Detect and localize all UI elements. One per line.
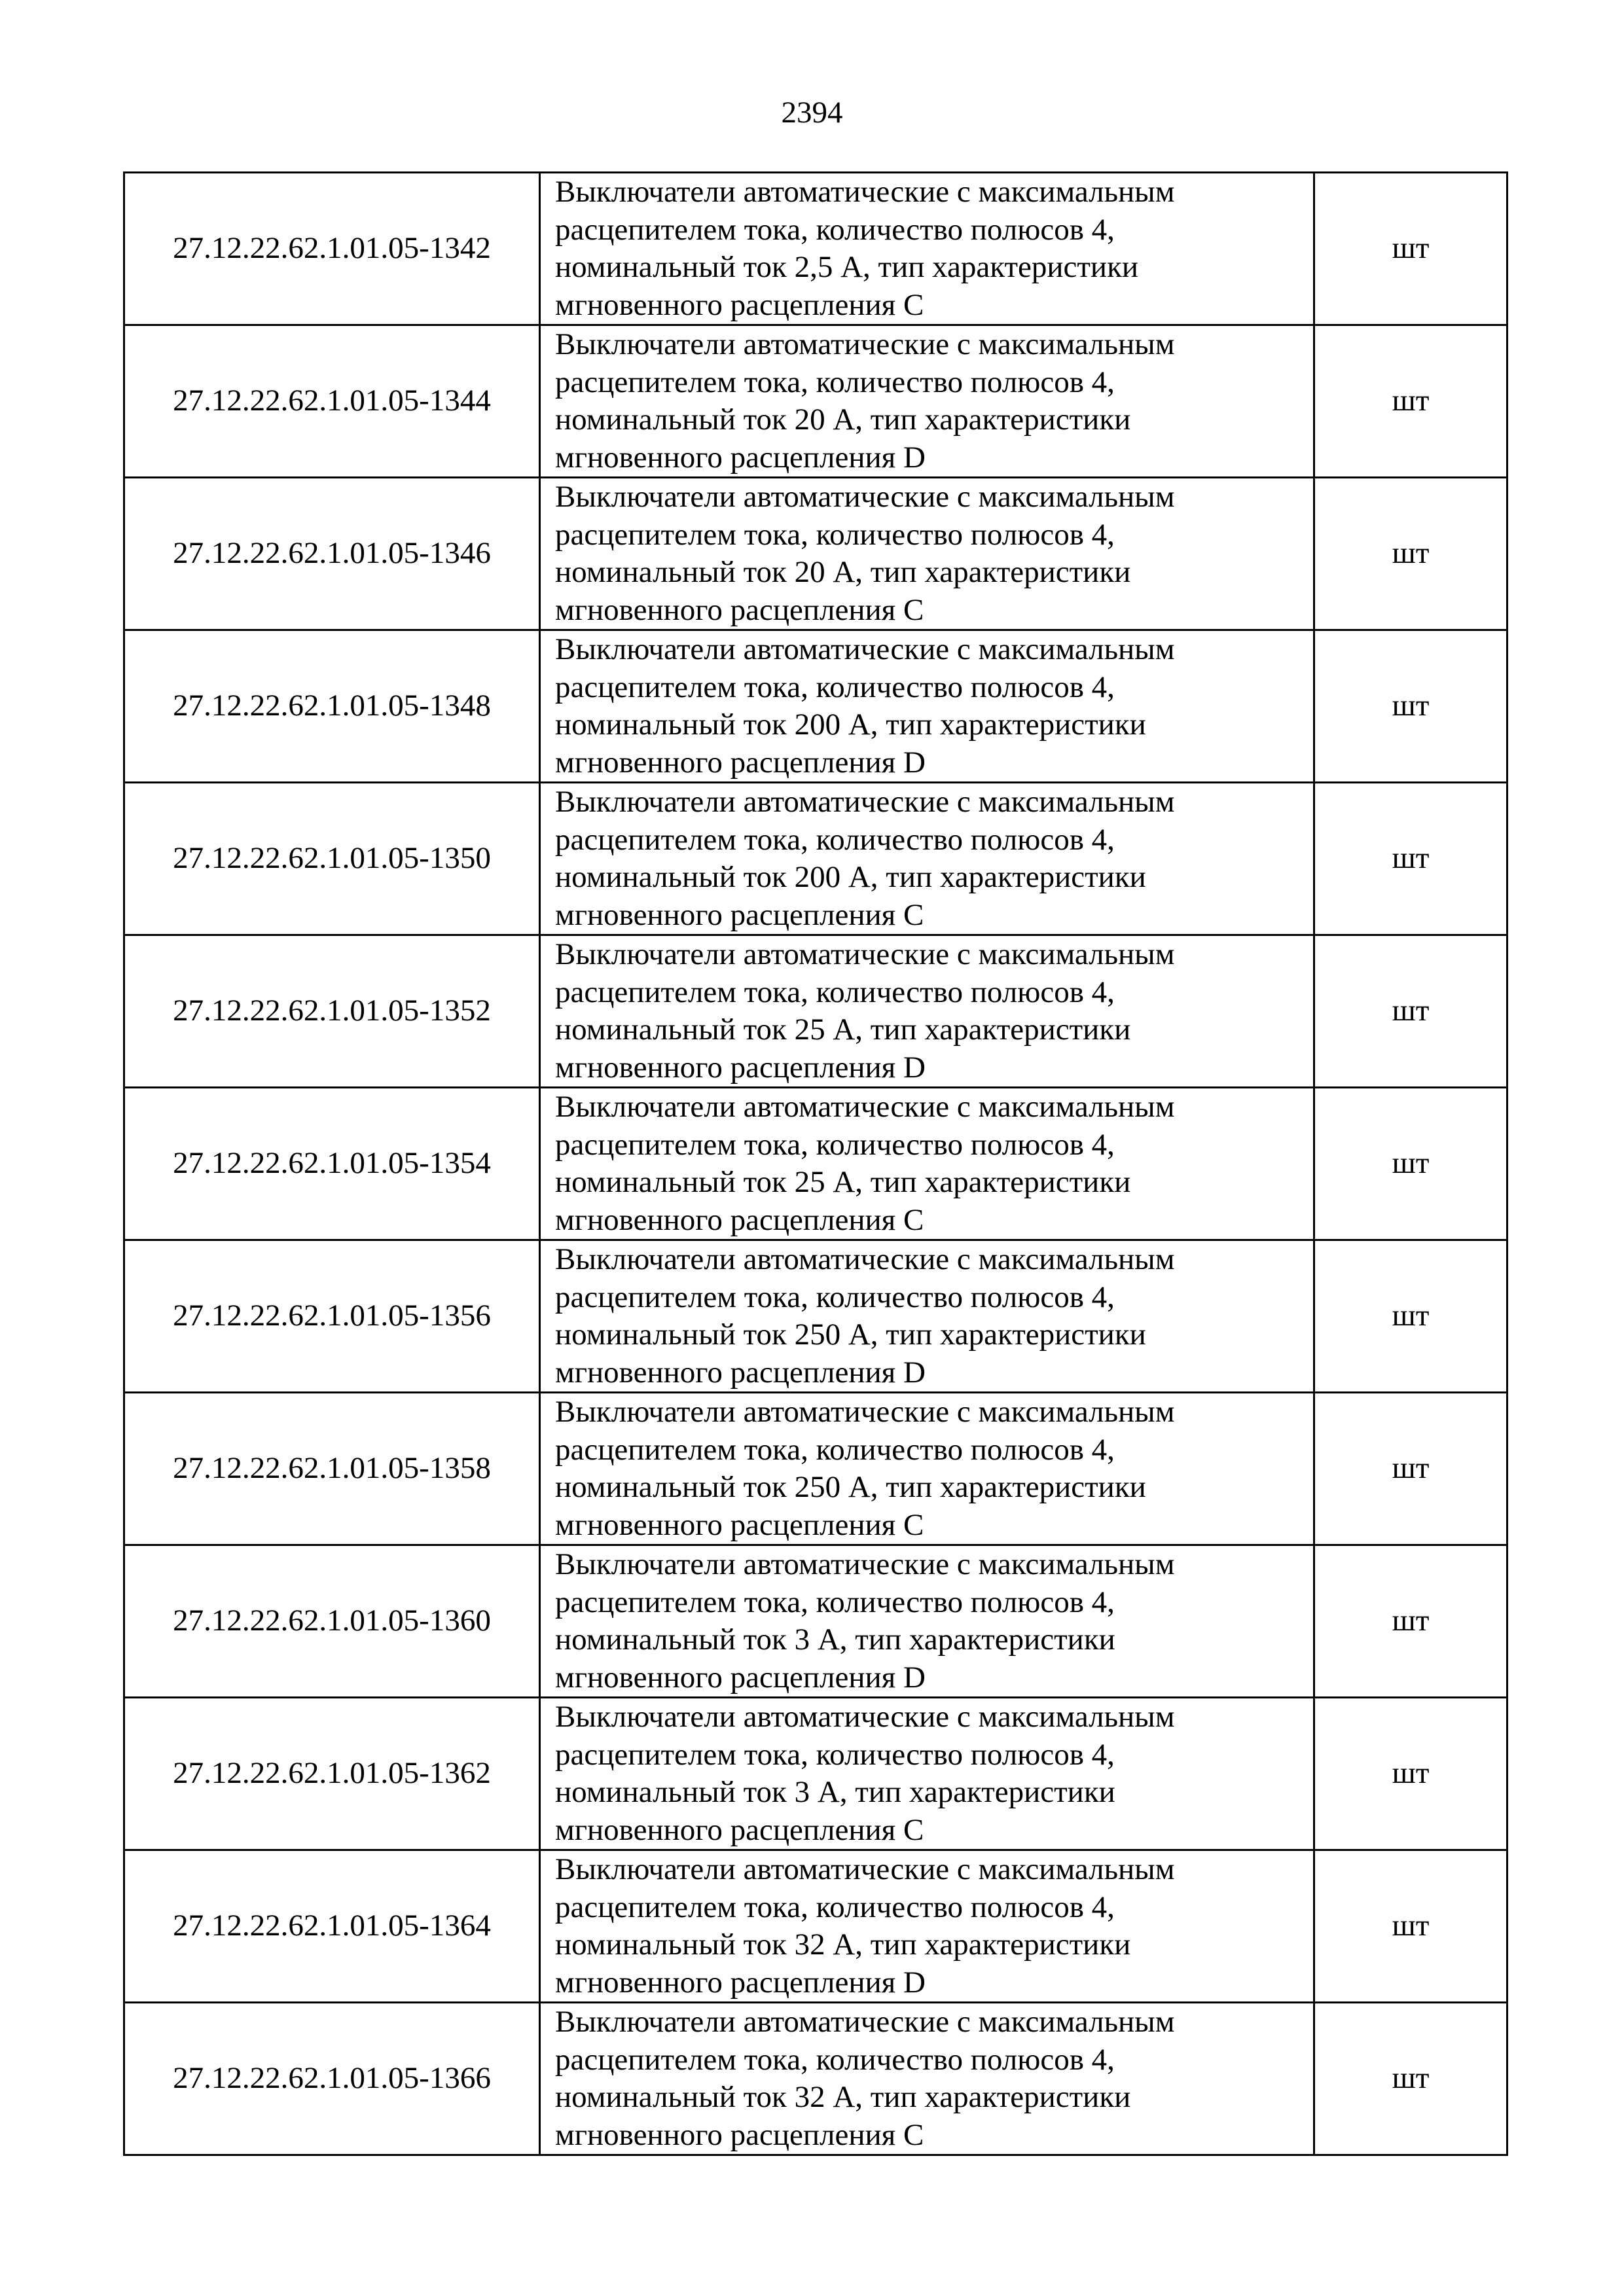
description-line: Выключатели автоматические с максимальным [555,1852,1175,1886]
table-row [124,1240,1507,1393]
table-row [124,1088,1507,1240]
resource-description [540,935,1314,1088]
unit-of-measure: шт [1314,1698,1507,1850]
resource-code: 27.12.22.62.1.01.05-1364 [124,1850,540,2003]
description-line: мгновенного расцепления D [555,440,926,475]
resource-code: 27.12.22.62.1.01.05-1358 [124,1393,540,1545]
description-line: номинальный ток 250 А, тип характеристики [555,1470,1146,1504]
unit-of-measure: шт [1314,630,1507,783]
table-row [124,173,1507,325]
description-line: расцепителем тока, количество полюсов 4, [555,1737,1115,1772]
resource-description [540,630,1314,783]
resource-description [540,173,1314,325]
unit-of-measure: шт [1314,1850,1507,2003]
description-line: мгновенного расцепления D [555,1660,926,1695]
description-line: Выключатели автоматические с максимальным [555,1547,1175,1581]
unit-of-measure: шт [1314,1240,1507,1393]
description-line: номинальный ток 3 А, тип характеристики [555,1623,1115,1657]
resource-code: 27.12.22.62.1.01.05-1356 [124,1240,540,1393]
resource-code: 27.12.22.62.1.01.05-1352 [124,935,540,1088]
resource-code: 27.12.22.62.1.01.05-1362 [124,1698,540,1850]
unit-of-measure: шт [1314,173,1507,325]
description-line: расцепителем тока, количество полюсов 4, [555,212,1115,247]
description-line: Выключатели автоматические с максимальным [555,785,1175,819]
description-line: номинальный ток 200 А, тип характеристики [555,860,1146,894]
table-row [124,783,1507,935]
description-line: расцепителем тока, количество полюсов 4, [555,1280,1115,1314]
unit-of-measure: шт [1314,325,1507,478]
resource-description [540,2003,1314,2155]
resource-description [540,1393,1314,1545]
description-line: расцепителем тока, количество полюсов 4, [555,1890,1115,1924]
resource-code: 27.12.22.62.1.01.05-1360 [124,1545,540,1698]
resource-code: 27.12.22.62.1.01.05-1342 [124,173,540,325]
description-line: расцепителем тока, количество полюсов 4, [555,670,1115,704]
description-line: расцепителем тока, количество полюсов 4, [555,822,1115,857]
description-line: номинальный ток 32 А, тип характеристики [555,1928,1131,1962]
description-line: расцепителем тока, количество полюсов 4, [555,1585,1115,1619]
description-line: Выключатели автоматические с максимальным [555,480,1175,514]
unit-of-measure: шт [1314,1393,1507,1545]
description-line: мгновенного расцепления C [555,1202,924,1237]
description-line: номинальный ток 200 А, тип характеристики [555,708,1146,742]
unit-of-measure: шт [1314,1545,1507,1698]
description-line: расцепителем тока, количество полюсов 4, [555,365,1115,399]
description-line: мгновенного расцепления D [555,1965,926,2000]
description-line: Выключатели автоматические с максимальным [555,1242,1175,1276]
description-line: номинальный ток 250 А, тип характеристики [555,1318,1146,1352]
description-line: Выключатели автоматические с максимальным [555,327,1175,361]
table-row [124,478,1507,630]
resource-code: 27.12.22.62.1.01.05-1348 [124,630,540,783]
description-line: мгновенного расцепления D [555,1355,926,1390]
description-line: расцепителем тока, количество полюсов 4, [555,517,1115,552]
description-line: мгновенного расцепления C [555,897,924,932]
table-row [124,1850,1507,2003]
resource-description [540,1240,1314,1393]
unit-of-measure: шт [1314,1088,1507,1240]
table-row [124,1698,1507,1850]
table-row [124,2003,1507,2155]
resource-description [540,478,1314,630]
description-line: мгновенного расцепления C [555,287,924,322]
table-row [124,1545,1507,1698]
table-row [124,935,1507,1088]
resource-description [540,325,1314,478]
description-line: мгновенного расцепления C [555,1812,924,1847]
description-line: номинальный ток 32 А, тип характеристики [555,2080,1131,2114]
resource-description [540,1088,1314,1240]
table-body [124,173,1507,2155]
resource-code: 27.12.22.62.1.01.05-1366 [124,2003,540,2155]
description-line: номинальный ток 3 А, тип характеристики [555,1775,1115,1809]
description-line: мгновенного расцепления D [555,1050,926,1085]
description-line: номинальный ток 2,5 А, тип характеристики [555,250,1139,284]
description-line: расцепителем тока, количество полюсов 4, [555,1432,1115,1467]
resource-code: 27.12.22.62.1.01.05-1344 [124,325,540,478]
description-line: расцепителем тока, количество полюсов 4, [555,2042,1115,2077]
description-line: Выключатели автоматические с максимальным [555,1700,1175,1734]
description-line: номинальный ток 25 А, тип характеристики [555,1165,1131,1199]
description-line: номинальный ток 20 А, тип характеристики [555,403,1131,437]
description-line: мгновенного расцепления C [555,2117,924,2152]
resource-description [540,1545,1314,1698]
description-line: Выключатели автоматические с максимальным [555,2005,1175,2039]
unit-of-measure: шт [1314,2003,1507,2155]
description-line: мгновенного расцепления C [555,1507,924,1542]
description-line: расцепителем тока, количество полюсов 4, [555,1127,1115,1162]
resource-description [540,783,1314,935]
description-line: мгновенного расцепления D [555,745,926,780]
resource-code: 27.12.22.62.1.01.05-1350 [124,783,540,935]
resource-code: 27.12.22.62.1.01.05-1346 [124,478,540,630]
description-line: номинальный ток 20 А, тип характеристики [555,555,1131,589]
table-row [124,630,1507,783]
description-line: Выключатели автоматические с максимальным [555,1395,1175,1429]
description-line: Выключатели автоматические с максимальным [555,175,1175,209]
description-line: номинальный ток 25 А, тип характеристики [555,1013,1131,1047]
resource-code: 27.12.22.62.1.01.05-1354 [124,1088,540,1240]
resource-table [123,171,1508,2156]
resource-description [540,1850,1314,2003]
description-line: расцепителем тока, количество полюсов 4, [555,975,1115,1009]
unit-of-measure: шт [1314,783,1507,935]
description-line: Выключатели автоматические с максимальным [555,1090,1175,1124]
description-line: Выключатели автоматические с максимальным [555,937,1175,971]
table-row [124,325,1507,478]
description-line: мгновенного расцепления C [555,592,924,627]
unit-of-measure: шт [1314,935,1507,1088]
table-row [124,1393,1507,1545]
unit-of-measure: шт [1314,478,1507,630]
page-number: 2394 [781,96,843,130]
description-line: Выключатели автоматические с максимальным [555,632,1175,666]
resource-description [540,1698,1314,1850]
